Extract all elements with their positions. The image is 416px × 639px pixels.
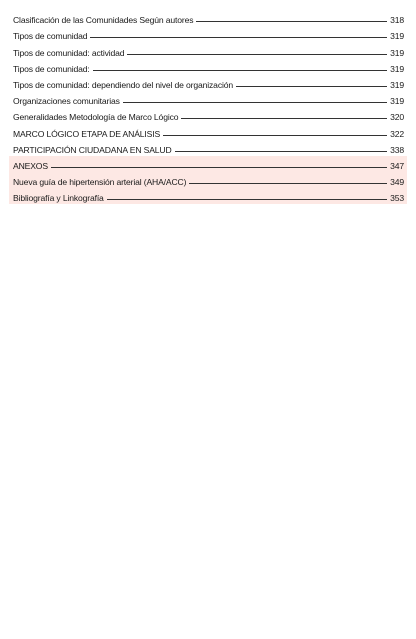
toc-entry[interactable]: [9, 59, 407, 75]
toc-entry-title: Bibliografía y Linkografía: [13, 193, 104, 204]
toc-entry[interactable]: [9, 10, 407, 26]
toc-entry-title: Tipos de comunidad:: [13, 63, 90, 74]
toc-entry[interactable]: [9, 75, 407, 91]
dot-leader: [236, 86, 387, 87]
dot-leader: [90, 37, 387, 38]
toc-entry-title: PARTICIPACIÓN CIUDADANA EN SALUD: [13, 144, 172, 155]
toc-entry[interactable]: [9, 42, 407, 58]
toc-entry-title: Nueva guía de hipertensión arterial (AHA/ACC): [13, 177, 187, 188]
toc-entry-page: 347: [390, 160, 404, 171]
toc-entry-highlighted[interactable]: [9, 188, 407, 204]
toc-entry-title: Generalidades Metodología de Marco Lógico: [13, 112, 179, 123]
toc-entry-highlighted[interactable]: [9, 172, 407, 188]
dot-leader: [123, 102, 387, 103]
toc-entry-title: MARCO LÓGICO ETAPA DE ANÁLISIS: [13, 128, 161, 139]
toc-entry-page: 320: [390, 112, 404, 123]
toc-entry[interactable]: [9, 26, 407, 42]
toc-entry-page: 319: [390, 96, 404, 107]
dot-leader: [163, 135, 387, 136]
dot-leader: [127, 54, 387, 55]
dot-leader: [189, 183, 387, 184]
toc-entry[interactable]: [9, 91, 407, 107]
toc-entry-page: 319: [390, 47, 404, 58]
dot-leader: [107, 199, 387, 200]
toc-entry-page: 318: [390, 15, 404, 26]
toc-entry-page: 349: [390, 177, 404, 188]
dot-leader: [196, 21, 387, 22]
dot-leader: [51, 167, 387, 168]
toc-entry-title: Clasificación de las Comunidades Según autores: [13, 15, 194, 26]
toc-entry-page: 319: [390, 63, 404, 74]
table-of-contents: [9, 10, 407, 204]
toc-entry[interactable]: [9, 107, 407, 123]
toc-entry-page: 319: [390, 79, 404, 90]
dot-leader: [181, 118, 387, 119]
toc-entry-page: 338: [390, 144, 404, 155]
toc-entry-page: 322: [390, 128, 404, 139]
toc-entry-title: Tipos de comunidad: actividad: [13, 47, 125, 58]
toc-entry-title: Tipos de comunidad: [13, 31, 88, 42]
toc-entry-title: Organizaciones comunitarias: [13, 96, 120, 107]
toc-entry-page: 353: [390, 193, 404, 204]
toc-entry[interactable]: [9, 123, 407, 139]
toc-entry-page: 319: [390, 31, 404, 42]
toc-entry-title: Tipos de comunidad: dependiendo del nivel de organización: [13, 79, 233, 90]
dot-leader: [93, 70, 387, 71]
toc-entry[interactable]: [9, 140, 407, 156]
toc-entry-title: ANEXOS: [13, 160, 48, 171]
toc-entry-highlighted[interactable]: [9, 156, 407, 172]
dot-leader: [175, 151, 387, 152]
